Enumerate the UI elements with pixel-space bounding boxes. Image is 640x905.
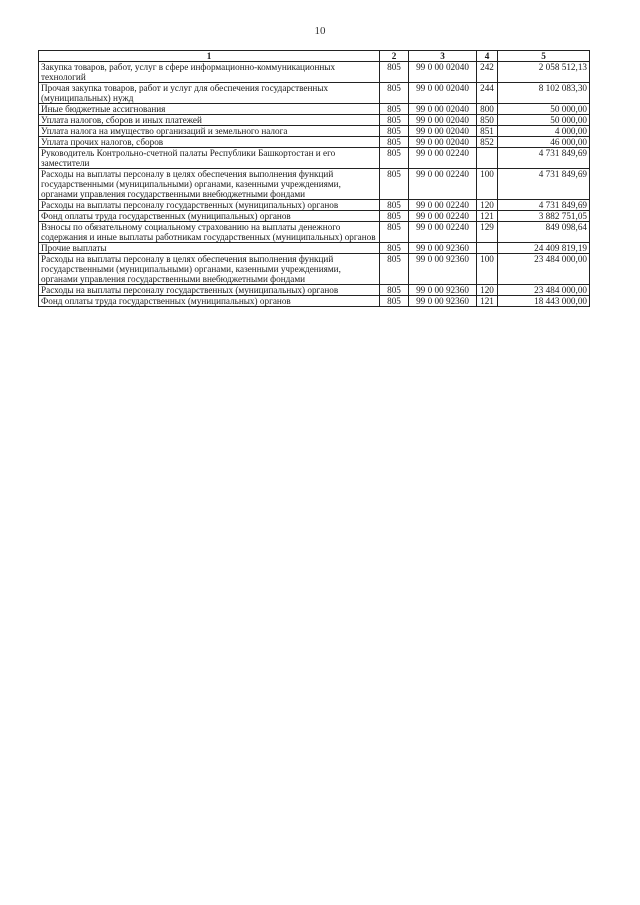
table-row — [39, 296, 590, 307]
table-row — [39, 104, 590, 115]
cell-name: Прочие выплаты — [39, 243, 380, 254]
cell-name: Руководитель Контрольно-счетной палаты Республики Башкортостан и его заместители — [39, 148, 380, 169]
cell-vr: 242 — [477, 62, 498, 83]
cell-amount: 4 000,00 — [498, 126, 590, 137]
header-col-5: 5 — [498, 51, 590, 62]
table-row — [39, 211, 590, 222]
cell-ved: 805 — [380, 211, 409, 222]
table-body — [39, 62, 590, 307]
cell-ved: 805 — [380, 243, 409, 254]
cell-ved: 805 — [380, 126, 409, 137]
cell-amount: 23 484 000,00 — [498, 254, 590, 285]
cell-ved: 805 — [380, 200, 409, 211]
cell-name: Прочая закупка товаров, работ и услуг для обеспечения государственных (муниципальных) нужд — [39, 83, 380, 104]
cell-csr: 99 0 00 02240 — [409, 211, 477, 222]
cell-csr: 99 0 00 02040 — [409, 104, 477, 115]
cell-vr: 851 — [477, 126, 498, 137]
table-row — [39, 83, 590, 104]
table-row — [39, 62, 590, 83]
cell-vr: 121 — [477, 211, 498, 222]
table-header — [39, 51, 590, 62]
cell-csr: 99 0 00 02040 — [409, 62, 477, 83]
cell-name: Расходы на выплаты персоналу в целях обеспечения выполнения функций государственными (муниципальными) органами, казенными учреждениями, органами управления государственными внебюджетными фондами — [39, 254, 380, 285]
cell-amount: 24 409 819,19 — [498, 243, 590, 254]
cell-vr: 850 — [477, 115, 498, 126]
cell-name: Фонд оплаты труда государственных (муниципальных) органов — [39, 211, 380, 222]
header-col-2: 2 — [380, 51, 409, 62]
cell-amount: 46 000,00 — [498, 137, 590, 148]
cell-name: Закупка товаров, работ, услуг в сфере информационно-коммуникационных технологий — [39, 62, 380, 83]
budget-table — [38, 50, 590, 307]
cell-ved: 805 — [380, 254, 409, 285]
cell-name: Иные бюджетные ассигнования — [39, 104, 380, 115]
table-row — [39, 137, 590, 148]
cell-ved: 805 — [380, 137, 409, 148]
cell-vr: 120 — [477, 285, 498, 296]
cell-amount: 849 098,64 — [498, 222, 590, 243]
table-row — [39, 285, 590, 296]
page-number: 10 — [314, 25, 326, 37]
cell-vr — [477, 243, 498, 254]
cell-amount: 4 731 849,69 — [498, 169, 590, 200]
cell-csr: 99 0 00 02240 — [409, 200, 477, 211]
cell-csr: 99 0 00 02040 — [409, 83, 477, 104]
table-row — [39, 126, 590, 137]
cell-csr: 99 0 00 02240 — [409, 148, 477, 169]
cell-ved: 805 — [380, 148, 409, 169]
cell-vr: 100 — [477, 169, 498, 200]
cell-vr — [477, 148, 498, 169]
cell-csr: 99 0 00 92360 — [409, 285, 477, 296]
cell-amount: 3 882 751,05 — [498, 211, 590, 222]
cell-name: Уплата налога на имущество организаций и земельного налога — [39, 126, 380, 137]
cell-ved: 805 — [380, 62, 409, 83]
cell-ved: 805 — [380, 104, 409, 115]
cell-csr: 99 0 00 02040 — [409, 137, 477, 148]
table-row — [39, 148, 590, 169]
cell-amount: 4 731 849,69 — [498, 200, 590, 211]
cell-csr: 99 0 00 02240 — [409, 169, 477, 200]
table-row — [39, 169, 590, 200]
cell-amount: 23 484 000,00 — [498, 285, 590, 296]
cell-ved: 805 — [380, 285, 409, 296]
cell-amount: 50 000,00 — [498, 104, 590, 115]
cell-amount: 2 058 512,13 — [498, 62, 590, 83]
cell-name: Расходы на выплаты персоналу государственных (муниципальных) органов — [39, 200, 380, 211]
cell-vr: 800 — [477, 104, 498, 115]
cell-name: Фонд оплаты труда государственных (муниципальных) органов — [39, 296, 380, 307]
table-row — [39, 115, 590, 126]
table-row — [39, 254, 590, 285]
cell-ved: 805 — [380, 115, 409, 126]
cell-name: Расходы на выплаты персоналу в целях обеспечения выполнения функций государственными (муниципальными) органами, казенными учреждениями, органами управления государственными внебюджетными фондами — [39, 169, 380, 200]
cell-vr: 120 — [477, 200, 498, 211]
cell-amount: 50 000,00 — [498, 115, 590, 126]
cell-csr: 99 0 00 92360 — [409, 254, 477, 285]
cell-ved: 805 — [380, 296, 409, 307]
cell-amount: 18 443 000,00 — [498, 296, 590, 307]
cell-vr: 852 — [477, 137, 498, 148]
table-row — [39, 200, 590, 211]
cell-csr: 99 0 00 02240 — [409, 222, 477, 243]
cell-name: Взносы по обязательному социальному страхованию на выплаты денежного содержания и иные выплаты работникам государственных (муниципальных) органов — [39, 222, 380, 243]
cell-vr: 129 — [477, 222, 498, 243]
cell-csr: 99 0 00 92360 — [409, 243, 477, 254]
cell-ved: 805 — [380, 83, 409, 104]
table-row — [39, 243, 590, 254]
cell-vr: 121 — [477, 296, 498, 307]
cell-name: Расходы на выплаты персоналу государственных (муниципальных) органов — [39, 285, 380, 296]
header-col-4: 4 — [477, 51, 498, 62]
cell-vr: 244 — [477, 83, 498, 104]
cell-amount: 8 102 083,30 — [498, 83, 590, 104]
cell-name: Уплата прочих налогов, сборов — [39, 137, 380, 148]
cell-ved: 805 — [380, 222, 409, 243]
header-row — [39, 51, 590, 62]
cell-ved: 805 — [380, 169, 409, 200]
cell-name: Уплата налогов, сборов и иных платежей — [39, 115, 380, 126]
cell-csr: 99 0 00 02040 — [409, 115, 477, 126]
header-col-1: 1 — [39, 51, 380, 62]
cell-csr: 99 0 00 92360 — [409, 296, 477, 307]
table-row — [39, 222, 590, 243]
cell-csr: 99 0 00 02040 — [409, 126, 477, 137]
cell-amount: 4 731 849,69 — [498, 148, 590, 169]
cell-vr: 100 — [477, 254, 498, 285]
header-col-3: 3 — [409, 51, 477, 62]
